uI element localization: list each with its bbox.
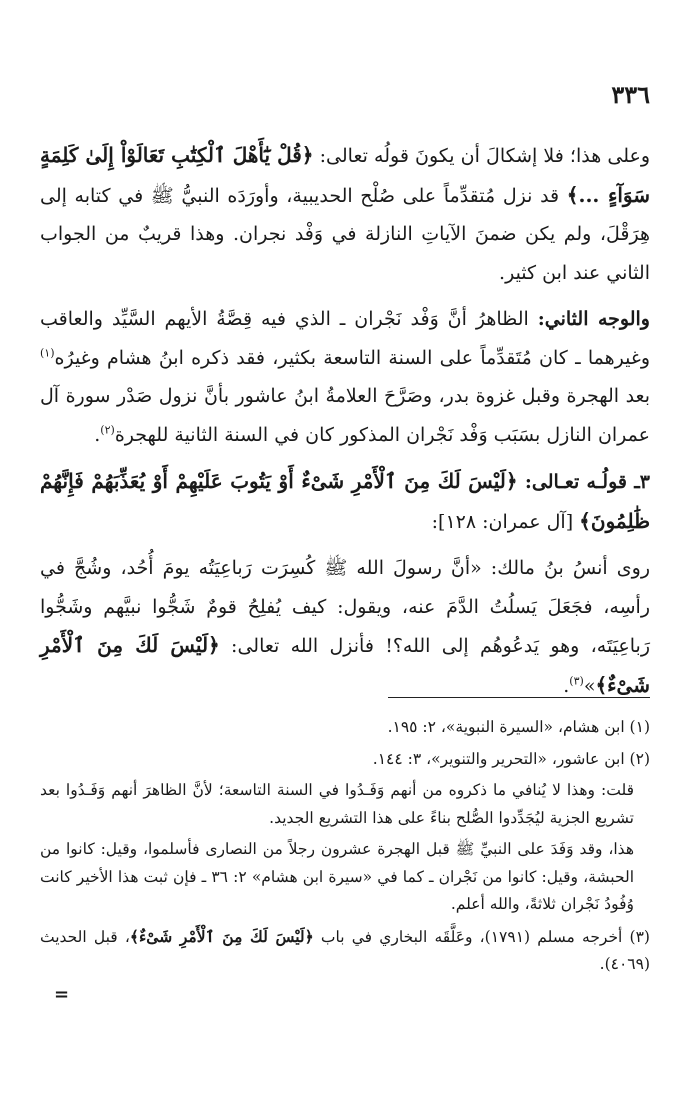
continuation-mark: = — [54, 984, 70, 1005]
footnote-1: (١) ابن هشام، «السيرة النبوية»، ٢: ١٩٥. — [387, 718, 650, 736]
footnote-2-comment-2: هذا، وقد وَفَدَ على النبيِّ ﷺ قبل الهجرة عشرون رجلاً من النصارى فأسلموا، وقيل: كانوا من الحبشة، وقيل: كانوا من نَجْران ـ كما في «سيرة ابن هشام» ٢: ٣٦ ـ فإن ثبت هذا الأخير كانت وُفُودُ نَجْران ثلاثةً، والله أعلم. — [40, 840, 634, 913]
footnotes — [40, 714, 650, 979]
footnote-ref-1[interactable]: (١) — [40, 346, 55, 360]
footnote-divider — [388, 697, 650, 698]
quran-verse: ﴿لَيْسَ لَكَ مِنَ ٱلْأَمْرِ شَىْءٌ﴾ — [129, 926, 314, 946]
paragraph-4 — [40, 549, 650, 705]
section-heading: والوجه الثاني: — [537, 308, 650, 330]
section-heading: ٣ـ قولُـه تعـالى: — [517, 471, 650, 493]
paragraph-text: روى أنسُ بنُ مالك: «أنَّ رسولَ الله ﷺ كُسِرَت رَباعِيَتُه يومَ أُحُد، وشُجَّ في رأسِه، فجَعَلَ يَسلُتُ الدَّمَ عنه، ويقول: كيف يُفلِحُ قومٌ شَجُّوا نبيَّهم وشَجُّوا رَباعِيَتَه، وهو يَدعُوهُم إلى الله؟! فأنزل الله تعالى: — [40, 557, 650, 657]
footnote-3 — [40, 923, 650, 979]
paragraph-text: الظاهرُ أنَّ وَفْد نَجْران ـ الذي فيه قِصَّةُ الأيهم السَّيِّد والعاقب وغيرهما ـ كان مُتَقدِّماً على السنة التاسعة بكثير، فقد ذكره ابنُ هشام وغيرُه — [40, 308, 650, 369]
main-text — [40, 136, 650, 705]
paragraph-text: . — [94, 423, 101, 446]
footnote-text: (٣) أخرجه مسلم (١٧٩١)، وعَلَّقَه البخاري في باب — [313, 927, 650, 946]
quran-verse: ﴿قُلْ يَٰٓأَهْلَ ٱلْكِتَٰبِ تَعَالَوْاْ إِلَىٰ كَلِمَةٍ سَوَآءٍ ...﴾ — [40, 143, 650, 207]
document-page — [40, 0, 650, 1116]
paragraph-text: بعد الهجرة وقبل غزوة بدر، وصَرَّحَ العلامةُ ابنُ عاشور بأنَّ نزول صَدْر سورة آل عمران النازل بسَبَب وَفْد نَجْران المذكور كان في السنة الثانية للهجرة — [40, 385, 650, 446]
paragraph-text: قد نزل مُتقدِّماً على صُلْح الحديبية، وأورَدَه النبيُّ ﷺ في كتابه إلى هِرَقْلَ، ولم يكن ضمنَ الآياتِ النازلة في وَفْد نجران. وهذا قريبٌ من الجواب الثاني عند ابن كثير. — [40, 184, 650, 284]
quran-verse: ﴿لَيْسَ لَكَ مِنَ ٱلْأَمْرِ شَىْءٌ﴾ — [40, 633, 650, 697]
paragraph-2 — [40, 300, 650, 454]
paragraph-text: وعلى هذا؛ فلا إشكالَ أن يكونَ قولُه تعالى: — [313, 145, 650, 167]
footnote-ref-3[interactable]: (٣) — [569, 674, 584, 688]
footnote-2: (٢) ابن عاشور، «التحرير والتنوير»، ٣: ١٤٤. — [372, 749, 650, 768]
page-number: ٣٣٦ — [611, 80, 650, 109]
verse-reference: [آل عمران: ١٢٨]: — [431, 510, 580, 533]
footnote-ref-2[interactable]: (٢) — [100, 423, 115, 437]
paragraph-text: » — [583, 674, 596, 697]
footnote-text: ، قبل الحديث (٤٠٦٩). — [40, 927, 650, 973]
paragraph-1 — [40, 136, 650, 292]
paragraph-text: . — [563, 674, 570, 697]
quran-verse: ﴿لَيْسَ لَكَ مِنَ ٱلْأَمْرِ شَىْءٌ أَوْ يَتُوبَ عَلَيْهِمْ أَوْ يُعَذِّبَهُمْ فَإِنَّهُمْ ظَٰلِمُونَ﴾ — [40, 469, 650, 533]
paragraph-3 — [40, 462, 650, 541]
footnote-2-comment: قلت: وهذا لا يُنافي ما ذكروه من أنهم وَفَـدُوا في السنة التاسعة؛ لأنَّ الظاهرَ أنهم وَفَـدُوا بعد تشريع الجزية ليُجَدِّدوا الصُّلح بناءً على هذا التشريع الجديد. — [40, 781, 634, 827]
